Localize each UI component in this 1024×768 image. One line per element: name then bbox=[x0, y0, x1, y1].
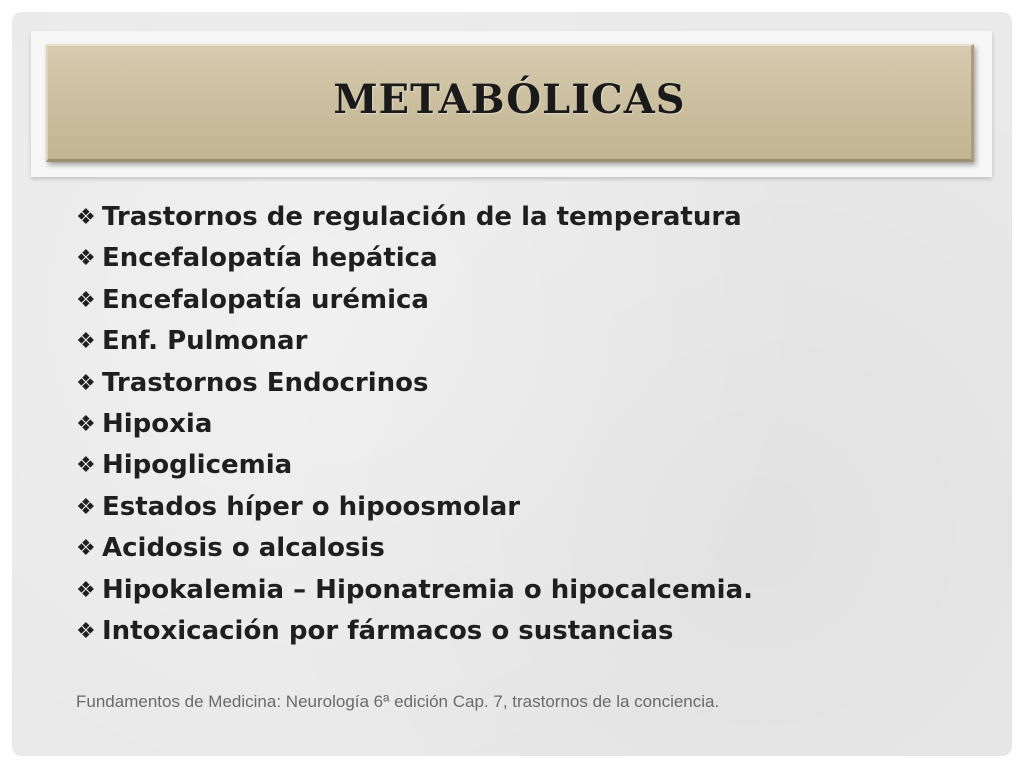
diamond-bullet-icon: ❖ bbox=[76, 370, 96, 396]
list-item bbox=[76, 404, 753, 445]
bullet-text: Intoxicación por fármacos o sustancias bbox=[102, 615, 674, 646]
bullet-text: Trastornos Endocrinos bbox=[102, 367, 429, 398]
diamond-bullet-icon: ❖ bbox=[76, 287, 96, 313]
list-item bbox=[76, 487, 753, 528]
bullet-text: Hipoglicemia bbox=[102, 450, 293, 481]
list-item bbox=[76, 528, 753, 569]
bullet-text: Hipokalemia – Hiponatremia o hipocalcemia. bbox=[102, 574, 754, 605]
list-item bbox=[76, 570, 753, 611]
bullet-text: Enf. Pulmonar bbox=[102, 326, 308, 357]
list-item bbox=[76, 611, 753, 652]
bullet-text: Acidosis o alcalosis bbox=[102, 533, 385, 564]
bullet-text: Encefalopatía urémica bbox=[102, 284, 429, 315]
diamond-bullet-icon: ❖ bbox=[76, 329, 96, 355]
bullet-text: Hipoxia bbox=[102, 408, 213, 439]
list-item bbox=[76, 321, 753, 362]
diamond-bullet-icon: ❖ bbox=[76, 536, 96, 562]
diamond-bullet-icon: ❖ bbox=[76, 618, 96, 644]
diamond-bullet-icon: ❖ bbox=[76, 494, 96, 520]
title-box bbox=[46, 44, 974, 162]
bullet-text: Estados híper o hipoosmolar bbox=[102, 491, 521, 522]
bullet-list bbox=[76, 197, 753, 652]
list-item bbox=[76, 197, 753, 238]
citation-footer: Fundamentos de Medicina: Neurología 6ª edición Cap. 7, trastornos de la conciencia. bbox=[76, 692, 720, 711]
diamond-bullet-icon: ❖ bbox=[76, 453, 96, 479]
diamond-bullet-icon: ❖ bbox=[76, 205, 96, 230]
list-item bbox=[76, 445, 753, 486]
list-item bbox=[76, 280, 753, 321]
diamond-bullet-icon: ❖ bbox=[76, 411, 96, 437]
bullet-text: Encefalopatía hepática bbox=[102, 243, 438, 274]
diamond-bullet-icon: ❖ bbox=[76, 577, 96, 603]
diamond-bullet-icon: ❖ bbox=[76, 246, 96, 272]
list-item bbox=[76, 238, 753, 279]
bullet-text: Trastornos de regulación de la temperatura bbox=[102, 202, 742, 232]
list-item bbox=[76, 363, 753, 404]
slide-title: METABÓLICAS bbox=[333, 76, 686, 123]
